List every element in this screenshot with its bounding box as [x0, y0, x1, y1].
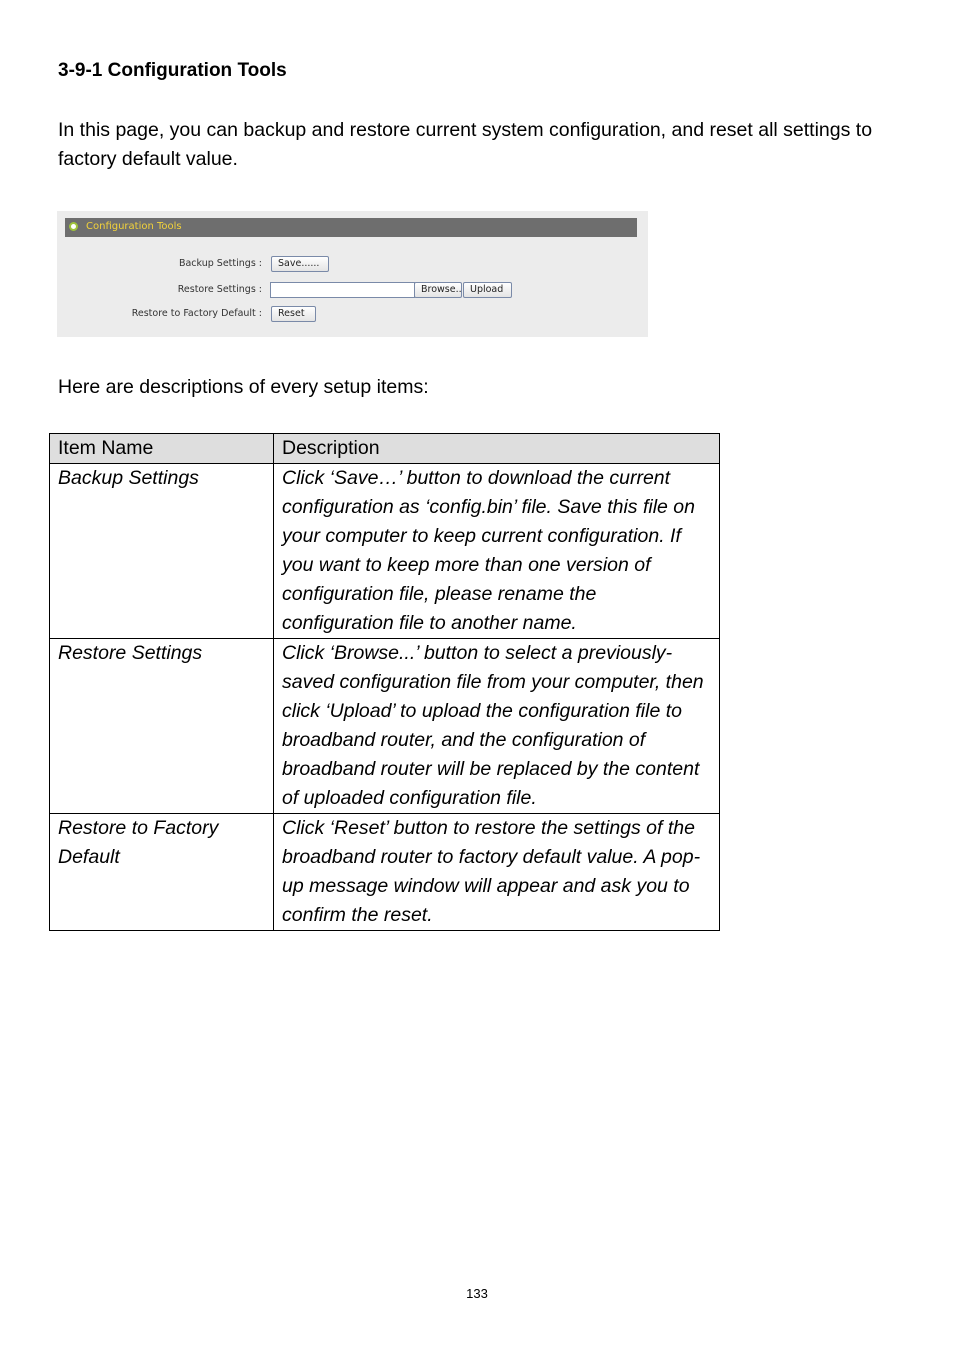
table-row: [50, 814, 720, 931]
bullet-icon: [69, 222, 78, 231]
upload-button[interactable]: Upload: [463, 282, 512, 298]
description-cell: Click ‘Browse...’ button to select a previously-saved configuration file from your computer, then click ‘Upload’ to upload the configuration file to broadband router, and the configuration of broadband router will be replaced by the content of uploaded configuration file.: [274, 639, 720, 814]
reset-button[interactable]: Reset: [271, 306, 316, 322]
header-item-name: Item Name: [50, 434, 274, 464]
header-description: Description: [274, 434, 720, 464]
backup-settings-label: Backup Settings :: [178, 258, 262, 269]
restore-settings-label: Restore Settings :: [177, 284, 262, 295]
screenshot-title: Configuration Tools: [86, 221, 182, 232]
save-button[interactable]: Save......: [271, 256, 329, 272]
section-heading: 3-9-1 Configuration Tools: [58, 60, 287, 81]
item-name-cell: Backup Settings: [50, 464, 274, 639]
table-row: [50, 639, 720, 814]
table-header-row: [50, 434, 720, 464]
settings-description-table: [49, 433, 720, 931]
table-row: [50, 464, 720, 639]
table-intro: Here are descriptions of every setup items:: [58, 376, 429, 398]
item-name-cell: Restore to Factory Default: [50, 814, 274, 931]
page-number: 133: [466, 1286, 488, 1301]
description-cell: Click ‘Save…’ button to download the current configuration as ‘config.bin’ file. Save this file on your computer to keep current configuration. If you want to keep more than one version of configuration file, please rename the configuration file to another name.: [274, 464, 720, 639]
configuration-tools-screenshot: [57, 211, 648, 337]
description-cell: Click ‘Reset’ button to restore the settings of the broadband router to factory default value. A pop-up message window will appear and ask you to confirm the reset.: [274, 814, 720, 931]
browse-button[interactable]: Browse..: [414, 282, 462, 298]
screenshot-title-bar: [65, 218, 637, 237]
restore-file-input[interactable]: [270, 282, 415, 298]
item-name-cell: Restore Settings: [50, 639, 274, 814]
restore-factory-label: Restore to Factory Default :: [131, 308, 262, 319]
intro-paragraph: In this page, you can backup and restore current system configuration, and reset all settings to factory default value.: [58, 119, 873, 170]
